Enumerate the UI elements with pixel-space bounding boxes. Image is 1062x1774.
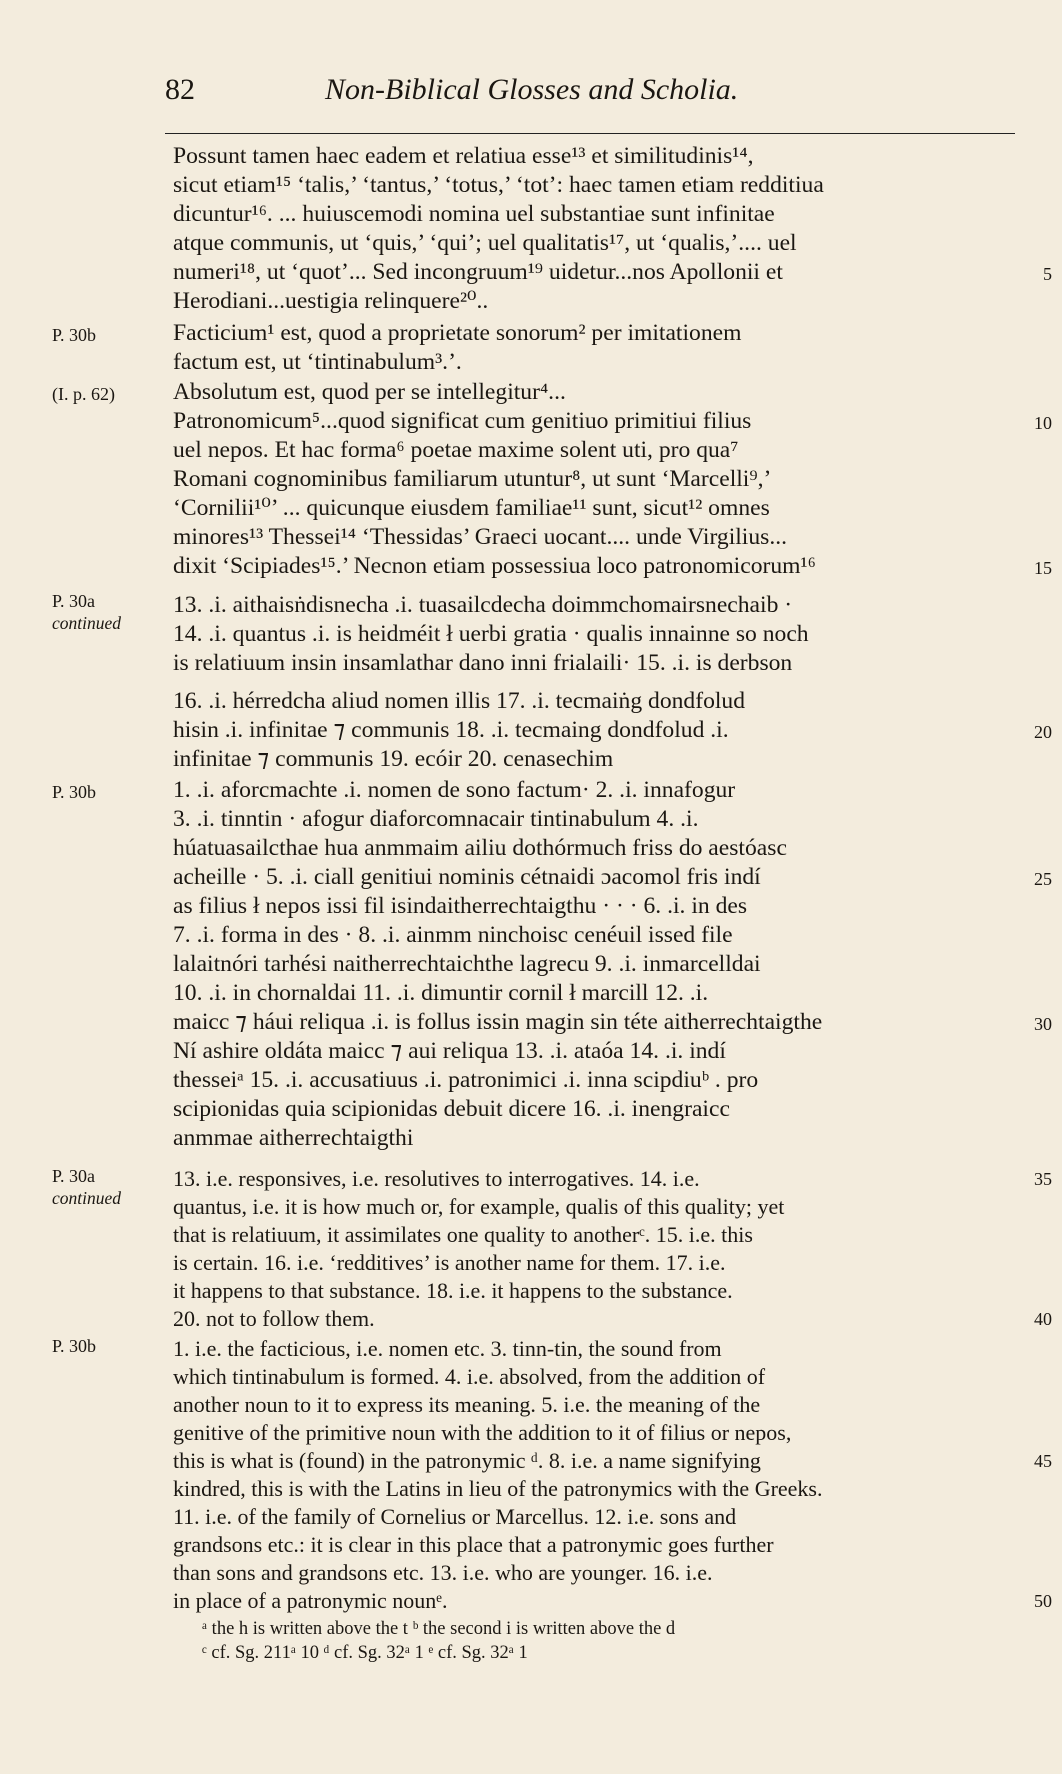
margin-ref-label: P. 30a (52, 1166, 96, 1186)
margin-ref-continued: continued (52, 613, 122, 633)
gloss-line: 16. .i. hérredcha aliud nomen illis 17. .i. tecmaiṅg dondfolud (173, 688, 746, 714)
note-line: that is relatiuum, it assimilates one quality to anotherᶜ. 15. i.e. this (173, 1222, 753, 1247)
margin-reference (52, 1165, 162, 1209)
gloss-line: Ní ashire oldáta maicc ⁊ aui reliqua 13. .i. ataóa 14. .i. indí (173, 1038, 726, 1064)
line-number: 15 (1034, 558, 1052, 578)
text-line: Romani cognominibus familiarum utuntur⁸, ut sunt ‘Marcelli⁹,’ (173, 466, 772, 492)
footnote-line: ᶜ cf. Sg. 211ᵃ 10 ᵈ cf. Sg. 32ᵃ 1 ᵉ cf. Sg. 32ᵃ 1 (202, 1643, 528, 1663)
page-number: 82 (165, 73, 195, 106)
gloss-line: 14. .i. quantus .i. is heidméit ł uerbi gratia · qualis innainne so noch (173, 621, 809, 647)
note-line: it happens to that substance. 18. i.e. it happens to the substance. (173, 1278, 733, 1303)
margin-reference (52, 590, 162, 634)
note-line: kindred, this is with the Latins in lieu of the patronymics with the Greeks. (173, 1476, 823, 1501)
text-line: Herodiani...uestigia relinquere²⁰.. (173, 288, 489, 314)
margin-ref-label: P. 30b (52, 325, 97, 345)
margin-ref-label: P. 30a (52, 591, 96, 611)
margin-ref-continued: continued (52, 1188, 122, 1208)
gloss-line: maicc ⁊ háui reliqua .i. is follus issin magin sin téte aitherrechtaigthe (173, 1009, 823, 1035)
gloss-line: hisin .i. infinitae ⁊ communis 18. .i. tecmaing dondfolud .i. (173, 717, 729, 743)
gloss-line: lalaitnóri tarhési naitherrechtaichthe lagrecu 9. .i. inmarcelldai (173, 951, 761, 977)
note-line: 1. i.e. the facticious, i.e. nomen etc. 3. tinn-tin, the sound from (173, 1336, 722, 1361)
line-number: 45 (1034, 1451, 1052, 1471)
text-line: ‘Cornilii¹⁰’ ... quicunque eiusdem familiae¹¹ sunt, sicut¹² omnes (173, 495, 770, 521)
note-line: another noun to it to express its meaning. 5. i.e. the meaning of the (173, 1392, 761, 1417)
note-line: grandsons etc.: it is clear in this place that a patronymic goes further (173, 1532, 774, 1557)
gloss-line: 13. .i. aithaisṅdisnecha .i. tuasailcdecha doimmchomairsnechaib · (173, 592, 793, 618)
margin-reference (52, 324, 162, 346)
line-number: 35 (1034, 1169, 1052, 1189)
text-line: dixit ‘Scipiades¹⁵.’ Necnon etiam possessiua loco patronomicorum¹⁶ (173, 553, 816, 579)
line-number: 40 (1034, 1309, 1052, 1329)
note-line: this is what is (found) in the patronymic ᵈ. 8. i.e. a name signifying (173, 1448, 761, 1473)
gloss-line: 7. .i. forma in des · 8. .i. ainmm ninchoisc cenéuil issed file (173, 922, 733, 948)
line-number: 50 (1034, 1591, 1052, 1611)
text-line: dicuntur¹⁶. ... huiuscemodi nomina uel substantiae sunt infinitae (173, 201, 775, 227)
note-line: is certain. 16. i.e. ‘redditives’ is another name for them. 17. i.e. (173, 1250, 726, 1275)
text-line: uel nepos. Et hac forma⁶ poetae maxime solent uti, pro qua⁷ (173, 437, 739, 463)
text-line: minores¹³ Thessei¹⁴ ‘Thessidas’ Graeci uocant.... unde Virgilius... (173, 524, 788, 550)
gloss-line: acheille · 5. .i. ciall genitiui nominis cétnaidi ɔacomol fris indí (173, 864, 761, 890)
text-line: atque communis, ut ‘quis,’ ‘qui’; uel qualitatis¹⁷, ut ‘qualis,’.... uel (173, 230, 797, 256)
text-line: factum est, ut ‘tintinabulum³.’. (173, 349, 462, 375)
gloss-line: 10. .i. in chornaldai 11. .i. dimuntir cornil ł marcill 12. .i. (173, 980, 709, 1006)
note-line: in place of a patronymic nounᵉ. (173, 1588, 448, 1613)
note-line: which tintinabulum is formed. 4. i.e. absolved, from the addition of (173, 1364, 766, 1389)
gloss-line: as filius ł nepos issi fil isindaitherrechtaigthu · · · 6. .i. in des (173, 893, 748, 919)
note-line: 11. i.e. of the family of Cornelius or Marcellus. 12. i.e. sons and (173, 1504, 737, 1529)
note-line: quantus, i.e. it is how much or, for example, qualis of this quality; yet (173, 1194, 785, 1219)
margin-ref-label: P. 30b (52, 782, 97, 802)
gloss-line: infinitae ⁊ communis 19. ecóir 20. cenasechim (173, 746, 614, 772)
margin-reference (52, 1335, 162, 1357)
text-line: numeri¹⁸, ut ‘quot’... Sed incongruum¹⁹ uidetur...nos Apollonii et (173, 259, 783, 285)
line-number: 20 (1034, 722, 1052, 742)
gloss-line: húatuasailcthae hua anmmaim ailiu dothórmuch friss do aestóasc (173, 835, 787, 861)
margin-reference (52, 781, 162, 803)
text-line: Possunt tamen haec eadem et relatiua esse¹³ et similitudinis¹⁴, (173, 143, 754, 169)
text-line: Absolutum est, quod per se intellegitur⁴... (173, 379, 566, 405)
gloss-line: is relatiuum insin insamlathar dano inni frialaili· 15. .i. is derbson (173, 650, 793, 676)
gloss-line: anmmae aitherrechtaigthi (173, 1125, 414, 1151)
margin-ref-label: P. 30b (52, 1336, 97, 1356)
header-rule (165, 133, 1015, 134)
footnote-line: ᵃ the h is written above the t ᵇ the second i is written above the d (202, 1619, 676, 1639)
margin-ref-label: (I. p. 62) (52, 384, 115, 404)
margin-reference (52, 383, 162, 405)
line-number: 30 (1034, 1014, 1052, 1034)
running-title: Non-Biblical Glosses and Scholia. (325, 73, 739, 106)
note-line: genitive of the primitive noun with the addition to it of filius or nepos, (173, 1420, 792, 1445)
line-number: 10 (1034, 413, 1052, 433)
note-line: 13. i.e. responsives, i.e. resolutives to interrogatives. 14. i.e. (173, 1166, 700, 1191)
gloss-line: scipionidas quia scipionidas debuit dicere 16. .i. inengraicc (173, 1096, 730, 1122)
gloss-line: thesseiᵃ 15. .i. accusatiuus .i. patronimici .i. inna scipdiuᵇ . pro (173, 1067, 759, 1093)
text-line: Patronomicum⁵...quod significat cum genitiuo primitiui filius (173, 408, 752, 434)
note-line: than sons and grandsons etc. 13. i.e. who are younger. 16. i.e. (173, 1560, 713, 1585)
gloss-line: 1. .i. aforcmachte .i. nomen de sono factum· 2. .i. innafogur (173, 777, 736, 803)
text-line: Facticium¹ est, quod a proprietate sonorum² per imitationem (173, 320, 742, 346)
line-number: 25 (1034, 869, 1052, 889)
text-line: sicut etiam¹⁵ ‘talis,’ ‘tantus,’ ‘totus,’ ‘tot’: haec tamen etiam redditiua (173, 172, 824, 198)
gloss-line: 3. .i. tinntin · afogur diaforcomnacair tintinabulum 4. .i. (173, 806, 699, 832)
line-number: 5 (1043, 264, 1052, 284)
note-line: 20. not to follow them. (173, 1306, 375, 1331)
